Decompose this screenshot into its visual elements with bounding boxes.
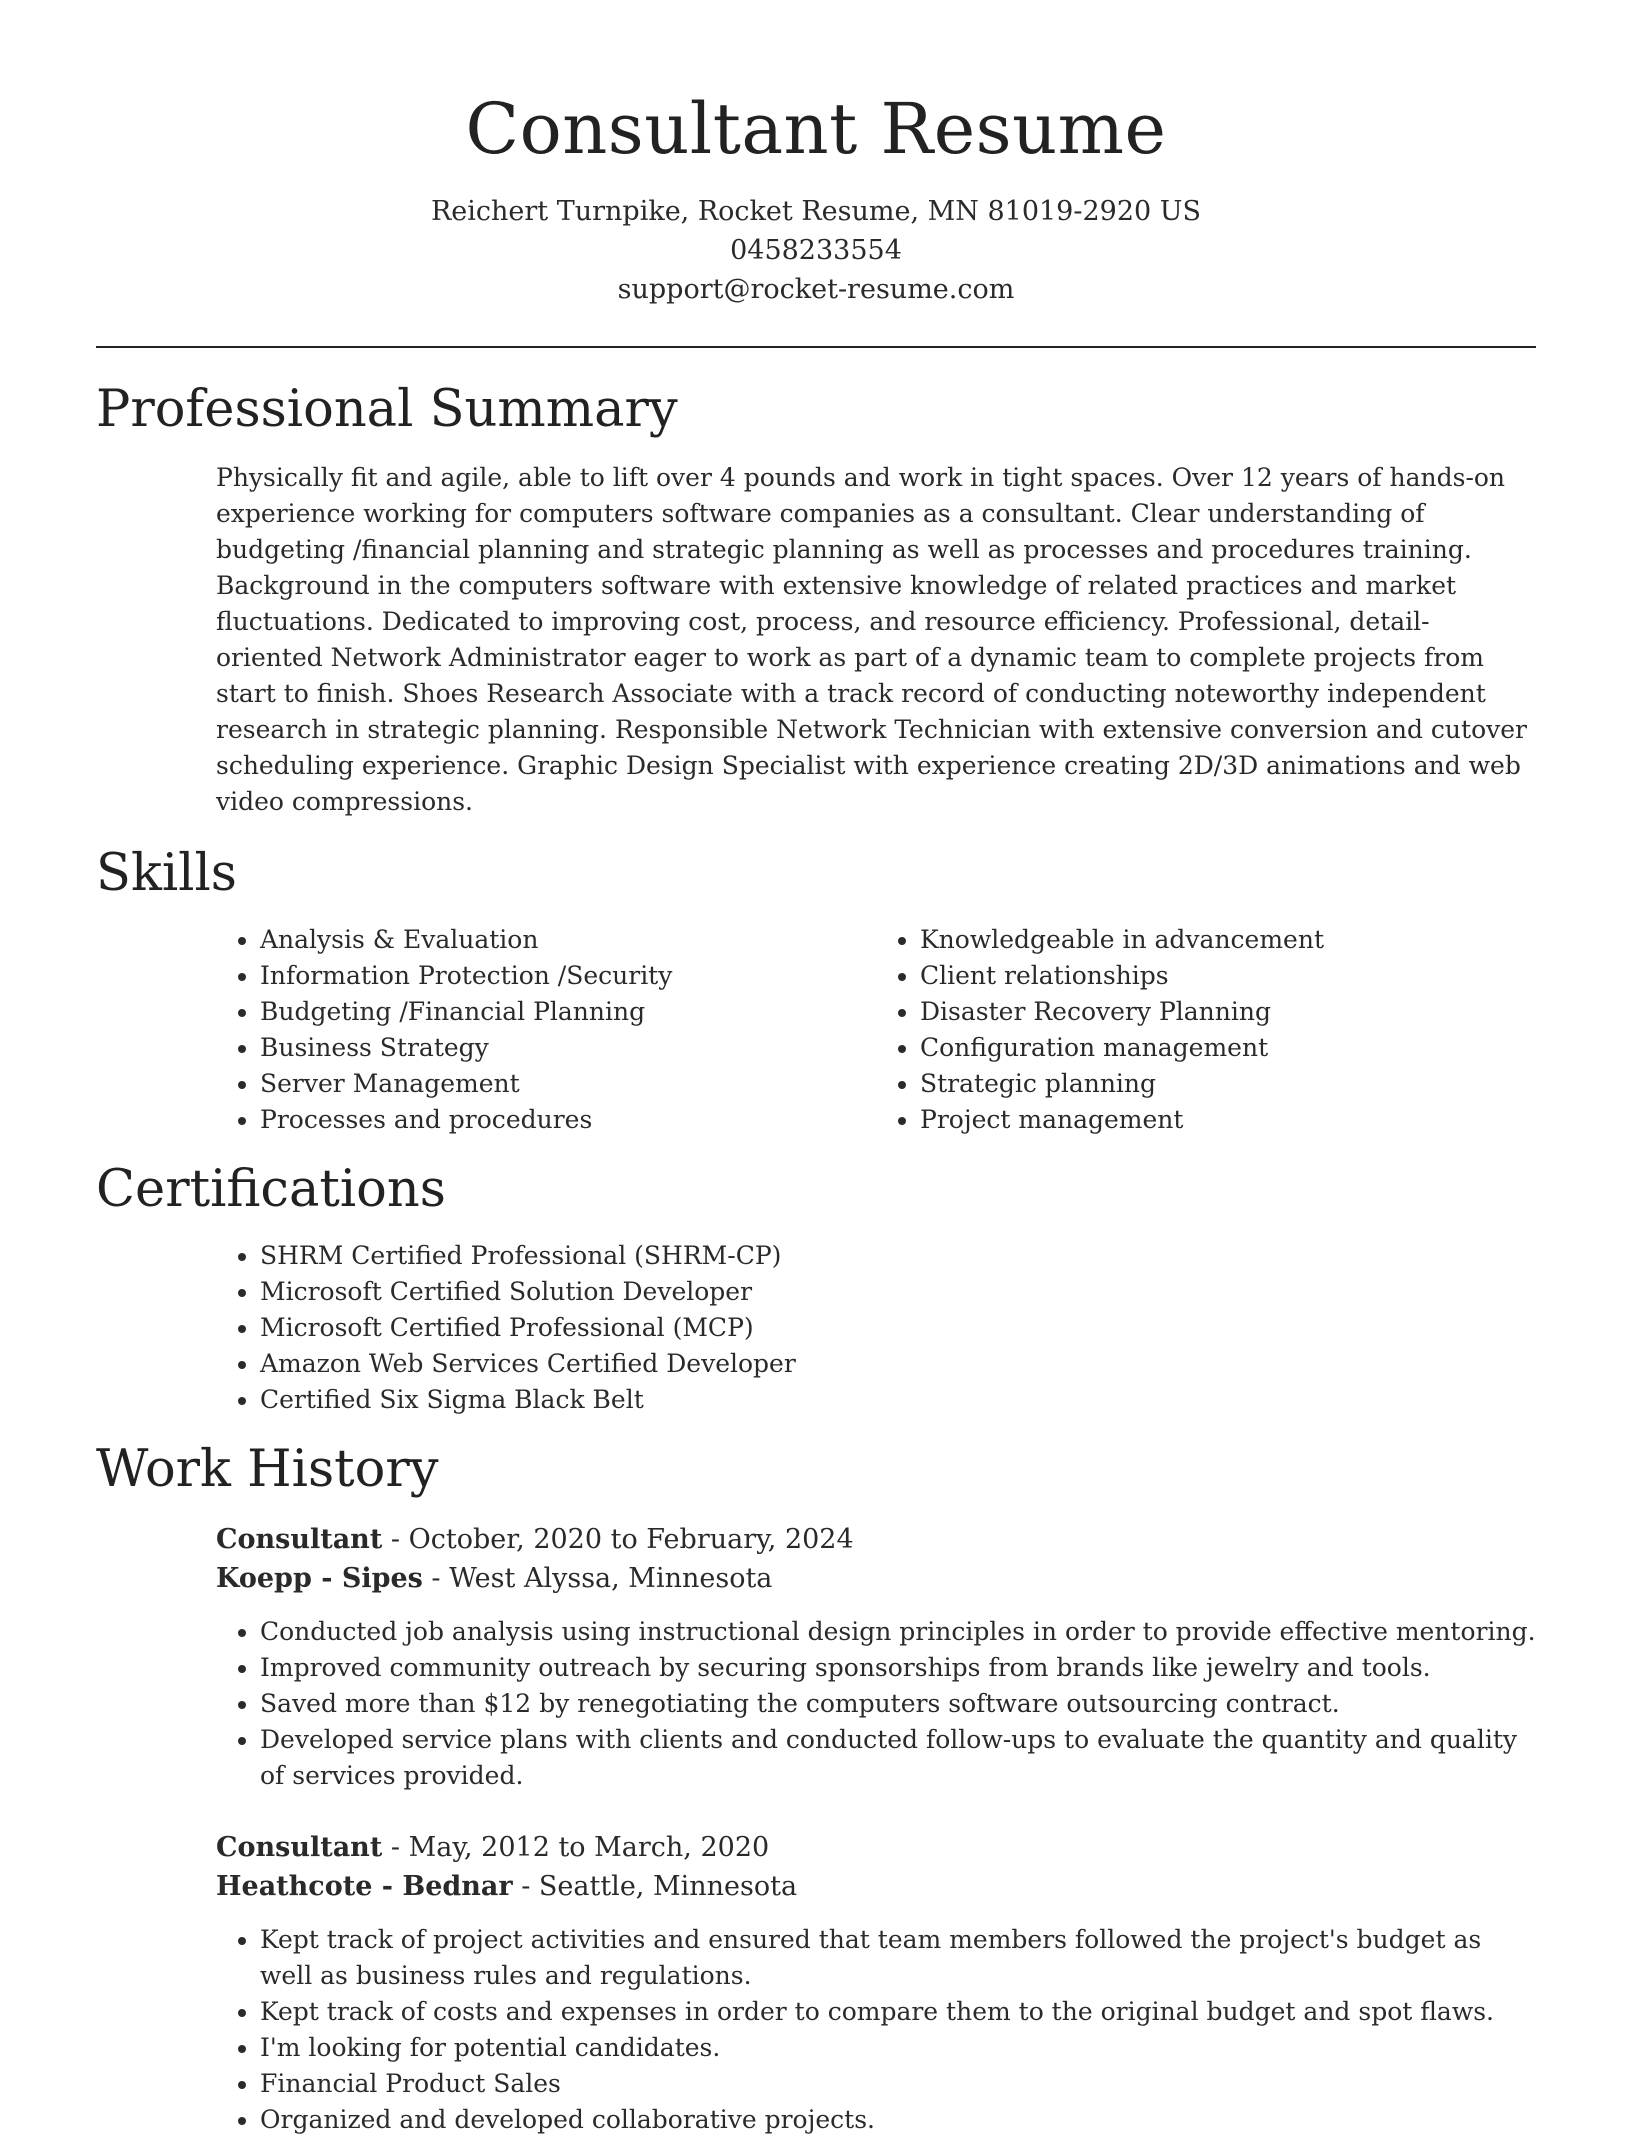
skill-item: • Project management xyxy=(920,1102,1536,1138)
job-title: Consultant xyxy=(216,1524,383,1555)
skill-item: • Processes and procedures xyxy=(260,1102,876,1138)
job-bullet: • Developed service plans with clients and conducted follow-ups to evaluate the quantity and quality of services provided. xyxy=(260,1722,1536,1794)
job-bullets xyxy=(216,1614,1536,1794)
job-bullet: • Saved more than $12 by renegotiating the computers software outsourcing contract. xyxy=(260,1686,1536,1722)
phone: 0458233554 xyxy=(730,235,902,266)
skills-columns xyxy=(216,922,1536,1138)
job-bullet: • I'm looking for potential candidates. xyxy=(260,2030,1536,2066)
address: Reichert Turnpike, Rocket Resume, MN 81019-2920 US xyxy=(430,196,1202,227)
certification-item: • SHRM Certified Professional (SHRM-CP) xyxy=(260,1238,1536,1274)
resume-header xyxy=(96,0,1536,309)
job-location: - Seattle, Minnesota xyxy=(512,1871,798,1902)
job-bullet: • Kept track of costs and expenses in order to compare them to the original budget and spot flaws. xyxy=(260,1994,1536,2030)
summary-text: Physically fit and agile, able to lift over 4 pounds and work in tight spaces. Over 12 years of hands-on experience working for computers software companies as a consultant. Clear understanding of budgeting /financial planning and strategic planning as well as processes and procedures training. Background in the computers software with extensive knowledge of related practices and market fluctuations. Dedicated to improving cost, process, and resource efficiency. Professional, detail-oriented Network Administrator eager to work as part of a dynamic team to complete projects from start to finish. Shoes Research Associate with a track record of conducting noteworthy independent research in strategic planning. Responsible Network Technician with extensive conversion and cutover scheduling experience. Graphic Design Specialist with experience creating 2D/3D animations and web video compressions. xyxy=(216,463,1527,816)
job-bullet: • Conducted job analysis using instructional design principles in order to provide effective mentoring. xyxy=(260,1614,1536,1650)
skill-item: • Strategic planning xyxy=(920,1066,1536,1102)
skill-item: • Business Strategy xyxy=(260,1030,876,1066)
job-company: Koepp - Sipes xyxy=(216,1563,423,1594)
job-company-line xyxy=(216,1559,1536,1598)
skill-item: • Server Management xyxy=(260,1066,876,1102)
job-bullet: • Financial Product Sales xyxy=(260,2066,1536,2102)
summary-heading: Professional Summary xyxy=(96,380,678,439)
job-title: Consultant xyxy=(216,1832,383,1863)
job-entry xyxy=(216,1520,1536,1794)
skill-item: • Knowledgeable in advancement xyxy=(920,922,1536,958)
skill-item: • Budgeting /Financial Planning xyxy=(260,994,876,1030)
job-location: - West Alyssa, Minnesota xyxy=(422,1563,773,1594)
job-dates: - October, 2020 to February, 2024 xyxy=(382,1524,854,1555)
contact-info xyxy=(96,192,1536,309)
summary-section xyxy=(96,380,1536,820)
skills-section xyxy=(96,844,1536,1138)
certifications-section xyxy=(96,1160,1536,1418)
skills-heading: Skills xyxy=(96,844,237,903)
job-entry xyxy=(216,1828,1536,2138)
work-history-heading: Work History xyxy=(96,1440,439,1499)
job-bullet: • Organized and developed collaborative projects. xyxy=(260,2102,1536,2138)
job-company: Heathcote - Bednar xyxy=(216,1871,513,1902)
certifications-list xyxy=(216,1238,1536,1418)
certification-item: • Amazon Web Services Certified Developer xyxy=(260,1346,1536,1382)
header-divider xyxy=(96,346,1536,348)
skill-item: • Analysis & Evaluation xyxy=(260,922,876,958)
job-company-line xyxy=(216,1867,1536,1906)
work-history-section xyxy=(96,1440,1536,2138)
certification-item: • Microsoft Certified Professional (MCP) xyxy=(260,1310,1536,1346)
job-title-line xyxy=(216,1828,1536,1867)
job-bullet: • Kept track of project activities and ensured that team members followed the project's budget as well as business rules and regulations. xyxy=(260,1922,1536,1994)
skill-item: • Information Protection /Security xyxy=(260,958,876,994)
skill-item: • Configuration management xyxy=(920,1030,1536,1066)
job-bullet: • Improved community outreach by securing sponsorships from brands like jewelry and tools. xyxy=(260,1650,1536,1686)
certifications-heading: Certifications xyxy=(96,1160,446,1219)
skills-list-right xyxy=(876,922,1536,1138)
skill-item: • Disaster Recovery Planning xyxy=(920,994,1536,1030)
certification-item: • Microsoft Certified Solution Developer xyxy=(260,1274,1536,1310)
skills-list-left xyxy=(216,922,876,1138)
skill-item: • Client relationships xyxy=(920,958,1536,994)
certification-item: • Certified Six Sigma Black Belt xyxy=(260,1382,1536,1418)
email: support@rocket-resume.com xyxy=(617,274,1015,305)
resume-title: Consultant Resume xyxy=(465,88,1167,170)
job-bullets xyxy=(216,1922,1536,2138)
job-dates: - May, 2012 to March, 2020 xyxy=(382,1832,770,1863)
job-title-line xyxy=(216,1520,1536,1559)
